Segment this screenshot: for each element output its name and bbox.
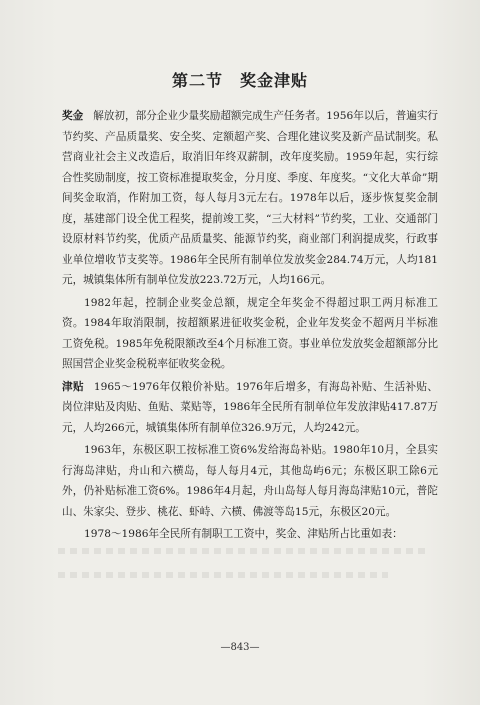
paragraph-bonus-tax <box>62 293 438 375</box>
paragraph-island-allowance <box>62 440 438 522</box>
page-number: —843— <box>220 642 260 653</box>
paragraph-text: 解放初，部分企业少量奖励超额完成生产任务者。1956年以后，普遍实行节约奖、产品质量奖、安全奖、定额超产奖、合理化建议奖及新产品试制奖。私营商业社会主义改造后，取消旧年终双薪制，改年度奖励。1959年起，实行综合性奖励制度，按工资标准提取奖金，分月度、季度、年度奖。“文化大革命”期间奖金取消，作附加工资，每人每月3元左右。1978年以后，逐步恢复奖金制度，基建部门设全优工程奖，提前竣工奖，“三大材料”节约奖，工业、交通部门设原材料节约奖，优质产品质量奖、能源节约奖，商业部门利润提成奖，行政事业单位增收节支奖等。1986年全民所有制单位发放奖金284.74万元，人均181元，城镇集体所有制单位发放223.72万元，人均166元。 <box>62 110 439 286</box>
paragraph-text: 1965～1976年仅粮价补贴。1976年后增多，有海岛补贴、生活补贴、岗位津贴及肉贴、鱼贴、菜贴等，1986年全民所有制单位年发放津贴417.87万元，人均266元，城镇集体所有制单位326.9万元，人均242元。 <box>62 380 439 434</box>
show-through-line <box>58 572 388 578</box>
keyword-bonus: 奖金 <box>62 110 84 122</box>
paragraph-table-intro <box>62 524 438 545</box>
section-title: 第二节 奖金津贴 <box>171 71 308 90</box>
keyword-allowance: 津贴 <box>62 380 84 393</box>
paragraph-text: 1963年，东极区职工按标准工资6%发给海岛补贴。1980年10月，全县实行海岛津贴，舟山和六横岛，每人每月4元，其他岛屿6元；东极区职工除6元外，仍补贴标准工资6%。1986年4月起，舟山岛每人每月海岛津贴10元，普陀山、朱家尖、登步、桃花、虾峙、六横、佛渡等岛15元，东极区20元。 <box>62 444 438 518</box>
paragraph-text: 1982年起，控制企业奖金总额，规定全年奖金不得超过职工两月标准工资。1984年取消限制，按超额累进征收奖金税，企业年发奖金不超两月半标准工资免税。1985年免税限额改至4个月标准工资。事业单位发放奖金超额部分比照国营企业奖金税税率征收奖金税。 <box>62 296 438 370</box>
paragraph-text: 1978～1986年全民所有制职工工资中，奖金、津贴所占比重如表： <box>84 528 403 540</box>
paragraph-bonus <box>62 106 438 291</box>
show-through-line <box>58 548 428 554</box>
paragraph-allowance <box>62 377 438 439</box>
body-text <box>62 106 438 547</box>
